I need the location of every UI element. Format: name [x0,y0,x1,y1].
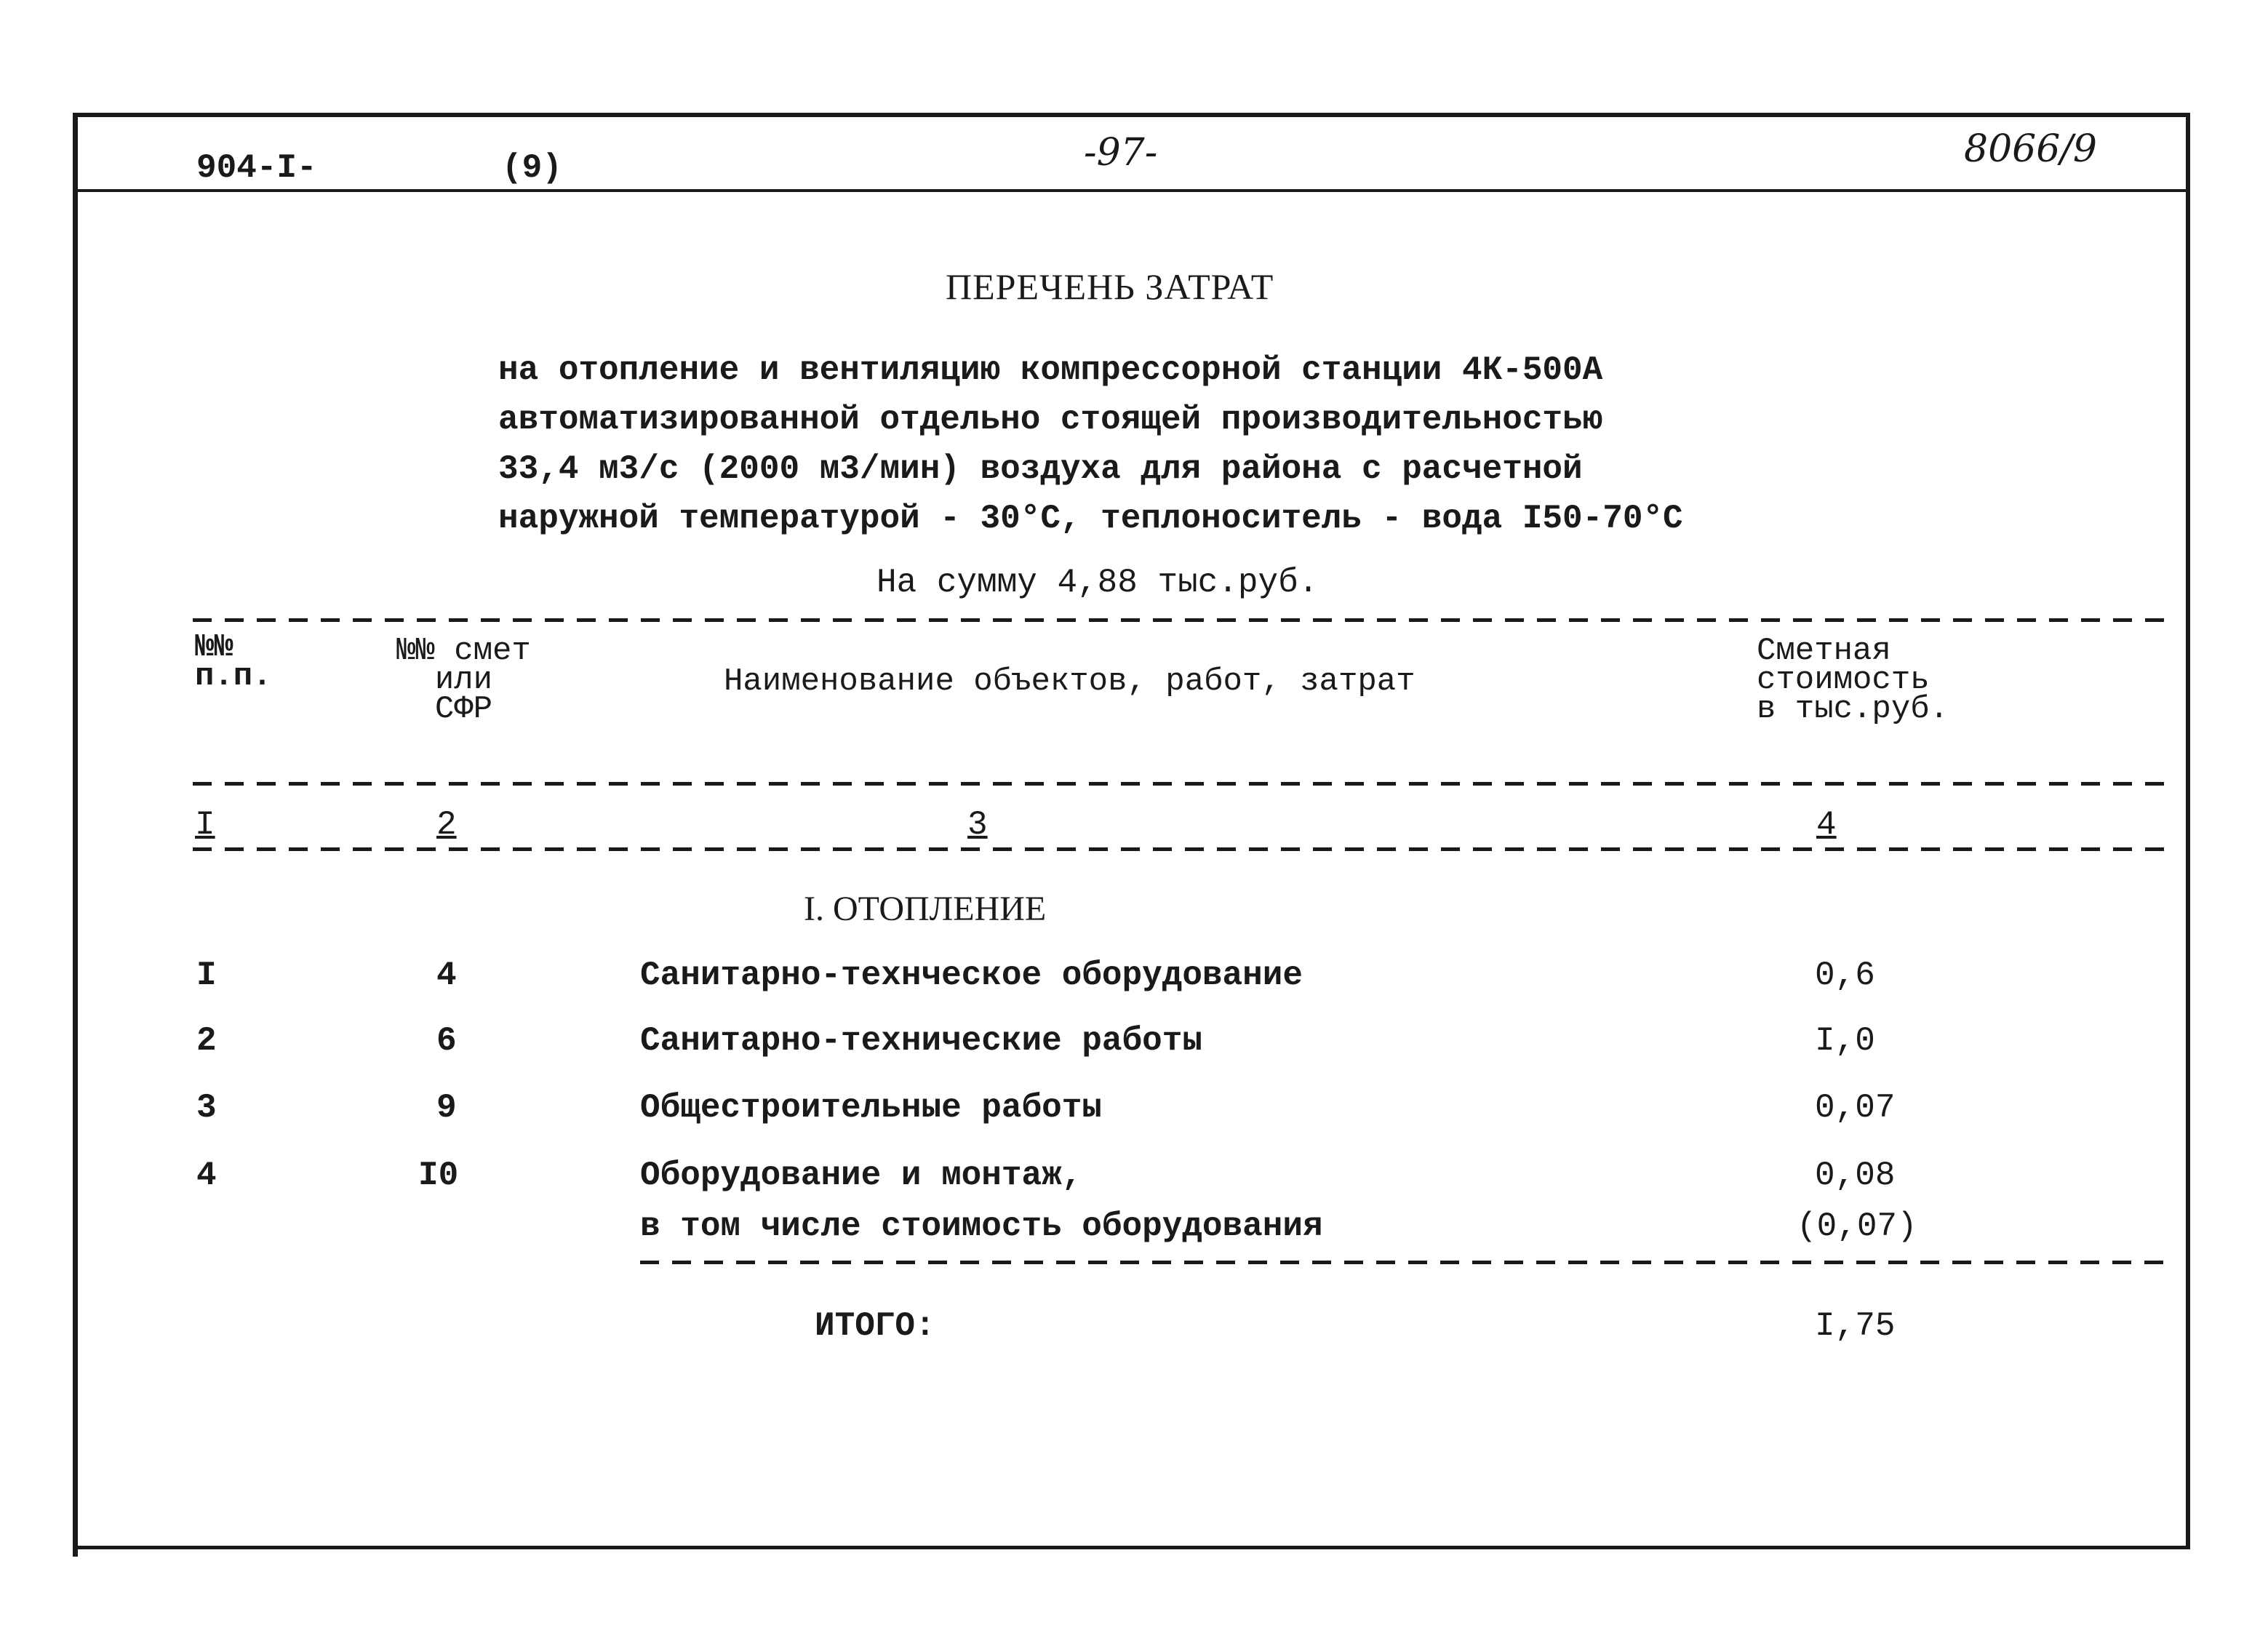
table-header-rule [193,782,2164,786]
section-title: I. ОТОПЛЕНИЕ [804,890,1047,928]
total-label: ИТОГО: [815,1307,935,1345]
row-name: Общестроительные работы [640,1089,1102,1127]
row-subname: в том числе стоимость оборудования [640,1207,1323,1245]
row-estimate: 9 [436,1089,457,1127]
col-header-no: №№ п.п. [195,629,272,695]
document-title: ПЕРЕЧЕНЬ ЗАТРАТ [946,266,1274,307]
col-header-name: Наименование объектов, работ, затрат [724,663,1415,700]
frame-right-border [2186,113,2190,1549]
row-no: 2 [196,1022,217,1060]
row-no: I [196,957,217,994]
col-number-1: I [195,806,215,844]
frame-bottom-border [73,1546,2190,1549]
sheet-number: (9) [502,149,562,187]
total-rule [640,1261,2164,1264]
frame-top-border [73,113,2190,117]
col-number-4: 4 [1816,806,1837,844]
header-divider [73,189,2190,192]
archive-number: 8066/9 [1964,127,2097,171]
subtitle-line-4: наружной температурой - 30°С, теплоноситель - вода I50-70°С [498,500,1683,538]
col-header-estimate: №№ смет или СФР [396,633,531,727]
row-cost: 0,08 [1815,1157,1896,1194]
row-no: 4 [196,1157,217,1194]
row-cost: I,0 [1815,1022,1875,1060]
row-estimate: 4 [436,957,457,994]
row-estimate: I0 [418,1157,459,1194]
page-number: -97- [1084,131,1158,175]
subtitle-line-2: автоматизированной отдельно стоящей производительностью [498,401,1603,439]
row-name: Санитарно-технческое оборудование [640,957,1303,994]
row-cost: 0,07 [1815,1089,1896,1127]
col-header-cost: Сметная стоимость в тыс.руб. [1757,633,1949,727]
doc-code: 904-I- [196,149,317,187]
row-estimate: 6 [436,1022,457,1060]
row-subcost: (0,07) [1797,1207,1917,1245]
row-no: 3 [196,1089,217,1127]
total-amount-line: На сумму 4,88 тыс.руб. [877,564,1319,602]
row-cost: 0,6 [1815,957,1875,994]
table-top-rule [193,618,2164,622]
subtitle-line-1: на отопление и вентиляцию компрессорной станции 4К-500А [498,351,1603,389]
total-value: I,75 [1815,1307,1896,1345]
subtitle-line-3: 33,4 м3/с (2000 м3/мин) воздуха для района с расчетной [498,450,1583,488]
row-name: Санитарно-технические работы [640,1022,1202,1060]
col-number-2: 2 [436,806,457,844]
col-number-3: 3 [967,806,988,844]
row-name: Оборудование и монтаж, [640,1157,1082,1194]
frame-left-border [73,113,78,1557]
column-numbers-rule [193,847,2164,851]
